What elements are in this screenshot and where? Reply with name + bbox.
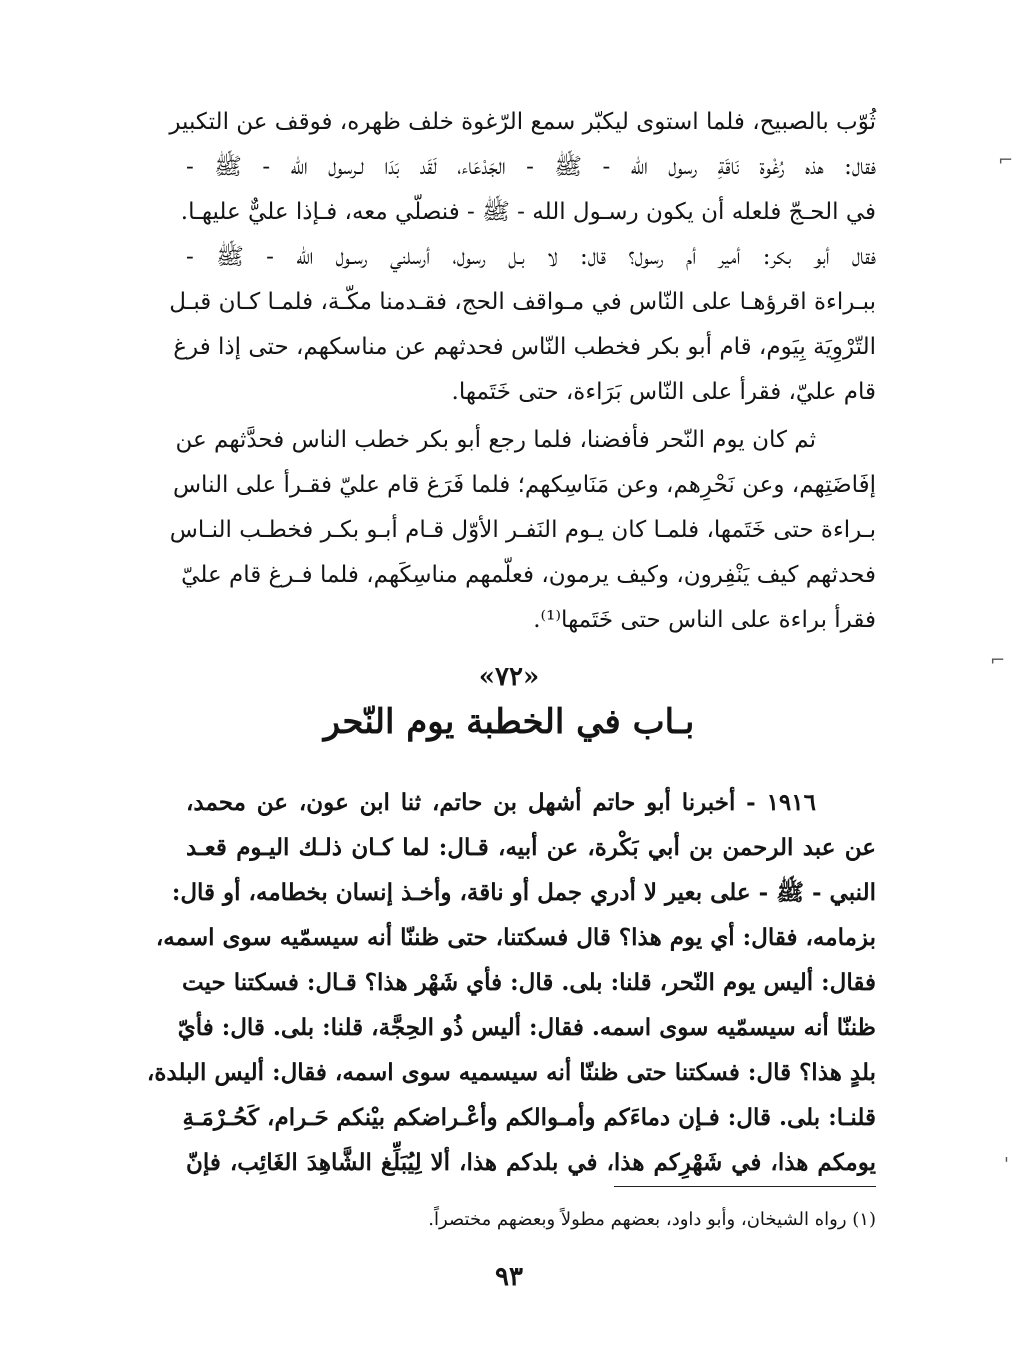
hadith-paragraph [146,780,876,1185]
text-line: فقال: هذه رُغْوة نَاقَةِ رسول الله - ﷺ - الجَدْعَاء، لَقَد بَدَا لـرسول الله - ﷺ - [186,154,876,180]
hadith-line: يومكم هذا، في شَهْرِكم هذا، في بلدكم هذا، ألا لِيُبَلِّغ الشَّاهِدَ الغَائِب، فإنّ [186,1149,876,1176]
hadith-line: فقال: أليس يوم النّحر، قلنا: بلى. قال: فأي شَهْر هذا؟ قـال: فسكتنا حيت [181,969,876,996]
footnote: (١) رواه الشيخان، وأبو داود، بعضهم مطولاً وبعضهم مختصراً. [428,1209,876,1230]
text-line: فقرأ براءة على الناس حتى خَتَمها⁽¹⁾. [533,607,876,633]
margin-mark: ⌐ [998,150,1014,171]
paragraph-1 [169,100,876,415]
paragraph-2 [169,418,876,643]
chapter-title: بـاب في الخطبة يوم النّحر [323,702,695,742]
margin-mark: ' [1004,1154,1009,1175]
text-line: قام عليّ، فقرأ على النّاس بَرَاءة، حتى خَتَمها. [451,379,876,405]
page-number: ٩٣ [495,1262,523,1292]
hadith-line: بلدٍ هذا؟ قال: فسكتنا حتى ظننّا أنه سيسميه سوى اسمه، فقال: أليس البلدة، [146,1059,876,1086]
text-line: في الحـجّ فلعله أن يكون رسـول الله - ﷺ - فنصلّي معه، فـإذا عليٌّ عليهـا. [180,199,876,225]
section-number: «٧٢» [478,662,540,692]
hadith-line: بزمامه، فقال: أي يوم هذا؟ قال فسكتنا، حتى ظننّا أنه سيسمّيه سوى اسمه، [155,924,876,951]
text-line: فحدثهم كيف يَنْفِرون، وكيف يرمون، فعلّمهم مناسِكَهم، فلما فـرغ قام عليّ [181,562,876,588]
hadith-line: ١٩١٦ - أخبرنا أبو حاتم أشهل بن حاتم، ثنا ابن عون، عن محمد، [186,789,816,816]
text-line: ثُوّب بالصبيح، فلما استوى ليكبّر سمع الرّغوة خلف ظهره، فوقف عن التكبير [169,109,876,135]
text-line: بـراءة حتى خَتَمها، فلمـا كان يـوم النَفـر الأوّل قـام أبـو بكـر فخطـب النـاس [169,517,876,543]
margin-mark: ⌐ [990,650,1006,671]
text-line: ببـراءة اقرؤهـا على النّاس في مـواقف الحج، فقـدمنا مكّـة، فلمـا كـان قبـل [169,289,876,315]
hadith-line: عن عبد الرحمن بن أبي بَكْرة، عن أبيه، قـال: لما كـان ذلـك اليـوم قعـد [186,834,876,861]
text-line: فقال أبو بكر: أمير أم رسول؟ قال: لا بـل رسول، أرسلني رسـول الله - ﷺ - [186,244,876,270]
hadith-line: النبي - ﷺ - على بعير لا أدري جمل أو ناقة، وأخـذ إنسان بخطامه، أو قال: [171,879,876,906]
footnote-divider [614,1186,876,1187]
text-line: التّرْوِيَة بِيَوم، قام أبو بكر فخطب النّاس فحدثهم عن مناسكهم، حتى إذا فرغ [173,334,876,360]
text-line: إفَاضَتِهم، وعن نَحْرِهم، وعن مَنَاسِكهم؛ فلما فَرَغ قام عليّ فقـرأ على الناس [172,472,876,498]
text-line: ثم كان يوم النّحر فأفضنا، فلما رجع أبو بكر خطب الناس فحدَّثهم عن [175,427,816,453]
hadith-line: قلنـا: بلى. قال: فـإن دماءَكم وأمـوالكم وأعْـراضكم بيْنكم حَـرام، كَحُـرْمَـةِ [182,1104,876,1131]
hadith-line: ظننّا أنه سيسمّيه سوى اسمه. فقال: أليس ذُو الحِجَّة، قلنا: بلى. قال: فأيّ [177,1014,876,1041]
